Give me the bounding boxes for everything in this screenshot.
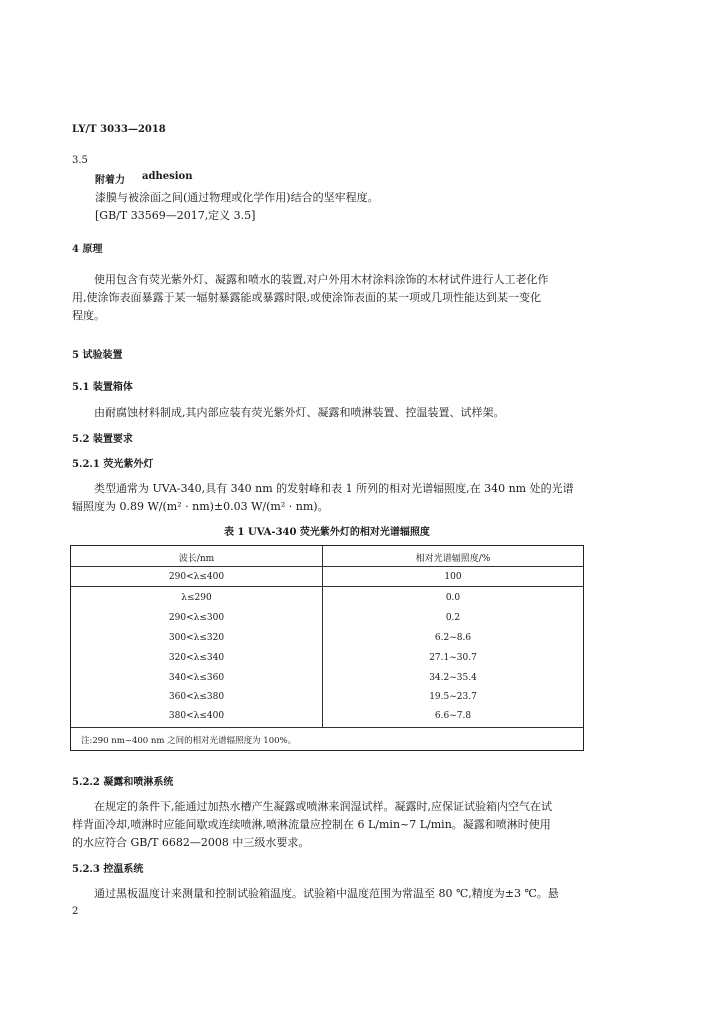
section-5-2-2-line: 在规定的条件下,能通过加热水槽产生凝露或喷淋来润湿试样。凝露时,应保证试验箱内空气在试 bbox=[94, 800, 552, 813]
section-5-2-2-line: 样背面冷却,喷淋时应能间歇或连续喷淋,喷淋流量应控制在 6 L/min~7 L/min。凝露和喷淋时使用 bbox=[72, 818, 551, 831]
section-4-heading: 4 原理 bbox=[72, 244, 103, 255]
section-4-line: 用,使涂饰表面暴露于某一辐射暴露能或暴露时限,或使涂饰表面的某一项或几项性能达到某一变化 bbox=[72, 291, 541, 304]
section-5-2-2-paragraph bbox=[72, 798, 586, 852]
spectral-irradiance-table bbox=[70, 545, 584, 751]
table-cell-wavelength: 340<λ≤360 bbox=[168, 673, 225, 683]
table-cell-irradiance: 27.1~30.7 bbox=[429, 653, 477, 663]
table-cell-wavelength: 300<λ≤320 bbox=[168, 633, 225, 643]
table-rule bbox=[71, 566, 583, 567]
table-caption: 表 1 UVA-340 荧光紫外灯的相对光谱辐照度 bbox=[224, 527, 430, 538]
section-5-2-1-line: 辐照度为 0.89 W/(m² · nm)±0.03 W/(m² · nm)。 bbox=[72, 500, 329, 513]
section-4-line: 使用包含有荧光紫外灯、凝露和喷水的装置,对户外用木材涂料涂饰的木材试件进行人工老化作 bbox=[94, 273, 549, 286]
table-cell-total-irradiance: 100 bbox=[444, 572, 462, 582]
table-note: 注:290 nm~400 nm 之间的相对光谱辐照度为 100%。 bbox=[81, 736, 297, 746]
section-5-1-heading: 5.1 装置箱体 bbox=[72, 382, 133, 393]
section-5-2-1-heading: 5.2.1 荧光紫外灯 bbox=[72, 459, 154, 470]
table-cell-irradiance: 6.6~7.8 bbox=[434, 711, 472, 721]
section-4-paragraph bbox=[72, 271, 586, 325]
table-cell-irradiance: 34.2~35.4 bbox=[429, 673, 477, 683]
section-5-2-1-line: 类型通常为 UVA-340,具有 340 nm 的发射峰和表 1 所列的相对光谱辐照度,在 340 nm 处的光谱 bbox=[94, 482, 574, 495]
term-source: [GB/T 33569—2017,定义 3.5] bbox=[95, 209, 256, 222]
table-cell-irradiance: 0.0 bbox=[445, 593, 461, 603]
section-5-2-heading: 5.2 装置要求 bbox=[72, 434, 133, 445]
standard-id: LY/T 3033—2018 bbox=[72, 124, 166, 135]
section-5-1-text: 由耐腐蚀材料制成,其内部应装有荧光紫外灯、凝露和喷淋装置、控温装置、试样架。 bbox=[94, 406, 505, 419]
table-rule bbox=[71, 727, 583, 728]
section-5-2-1-paragraph bbox=[72, 480, 586, 516]
term-zh: 附着力 bbox=[95, 175, 125, 186]
table-rule bbox=[71, 586, 583, 587]
table-cell-wavelength: 290<λ≤300 bbox=[168, 613, 225, 623]
section-4-line: 程度。 bbox=[72, 309, 105, 322]
page-number: 2 bbox=[72, 906, 79, 917]
table-cell-wavelength: 380<λ≤400 bbox=[168, 711, 225, 721]
table-cell-wavelength: 360<λ≤380 bbox=[168, 692, 225, 702]
table-header-irradiance: 相对光谱辐照度/% bbox=[415, 554, 491, 564]
table-cell-wavelength: 320<λ≤340 bbox=[168, 653, 225, 663]
term-en: adhesion bbox=[142, 171, 193, 182]
table-header-wavelength: 波长/nm bbox=[178, 554, 215, 564]
table-cell-irradiance: 19.5~23.7 bbox=[429, 692, 477, 702]
table-cell-irradiance: 0.2 bbox=[445, 613, 461, 623]
section-5-2-2-heading: 5.2.2 凝露和喷淋系统 bbox=[72, 777, 174, 788]
section-5-2-2-line: 的水应符合 GB/T 6682—2008 中三级水要求。 bbox=[72, 836, 310, 849]
section-5-2-3-heading: 5.2.3 控温系统 bbox=[72, 864, 144, 875]
term-definition: 漆膜与被涂面之间(通过物理或化学作用)结合的坚牢程度。 bbox=[95, 191, 379, 204]
table-cell-wavelength: λ≤290 bbox=[181, 593, 212, 603]
section-5-heading: 5 试验装置 bbox=[72, 350, 123, 361]
section-5-2-3-text: 通过黑板温度计来测量和控制试验箱温度。试验箱中温度范围为常温至 80 ℃,精度为±3 ℃。悬 bbox=[94, 887, 559, 900]
table-cell-irradiance: 6.2~8.6 bbox=[434, 633, 472, 643]
section-3-5-number: 3.5 bbox=[72, 155, 88, 166]
table-cell-total-wavelength: 290<λ≤400 bbox=[168, 572, 225, 582]
